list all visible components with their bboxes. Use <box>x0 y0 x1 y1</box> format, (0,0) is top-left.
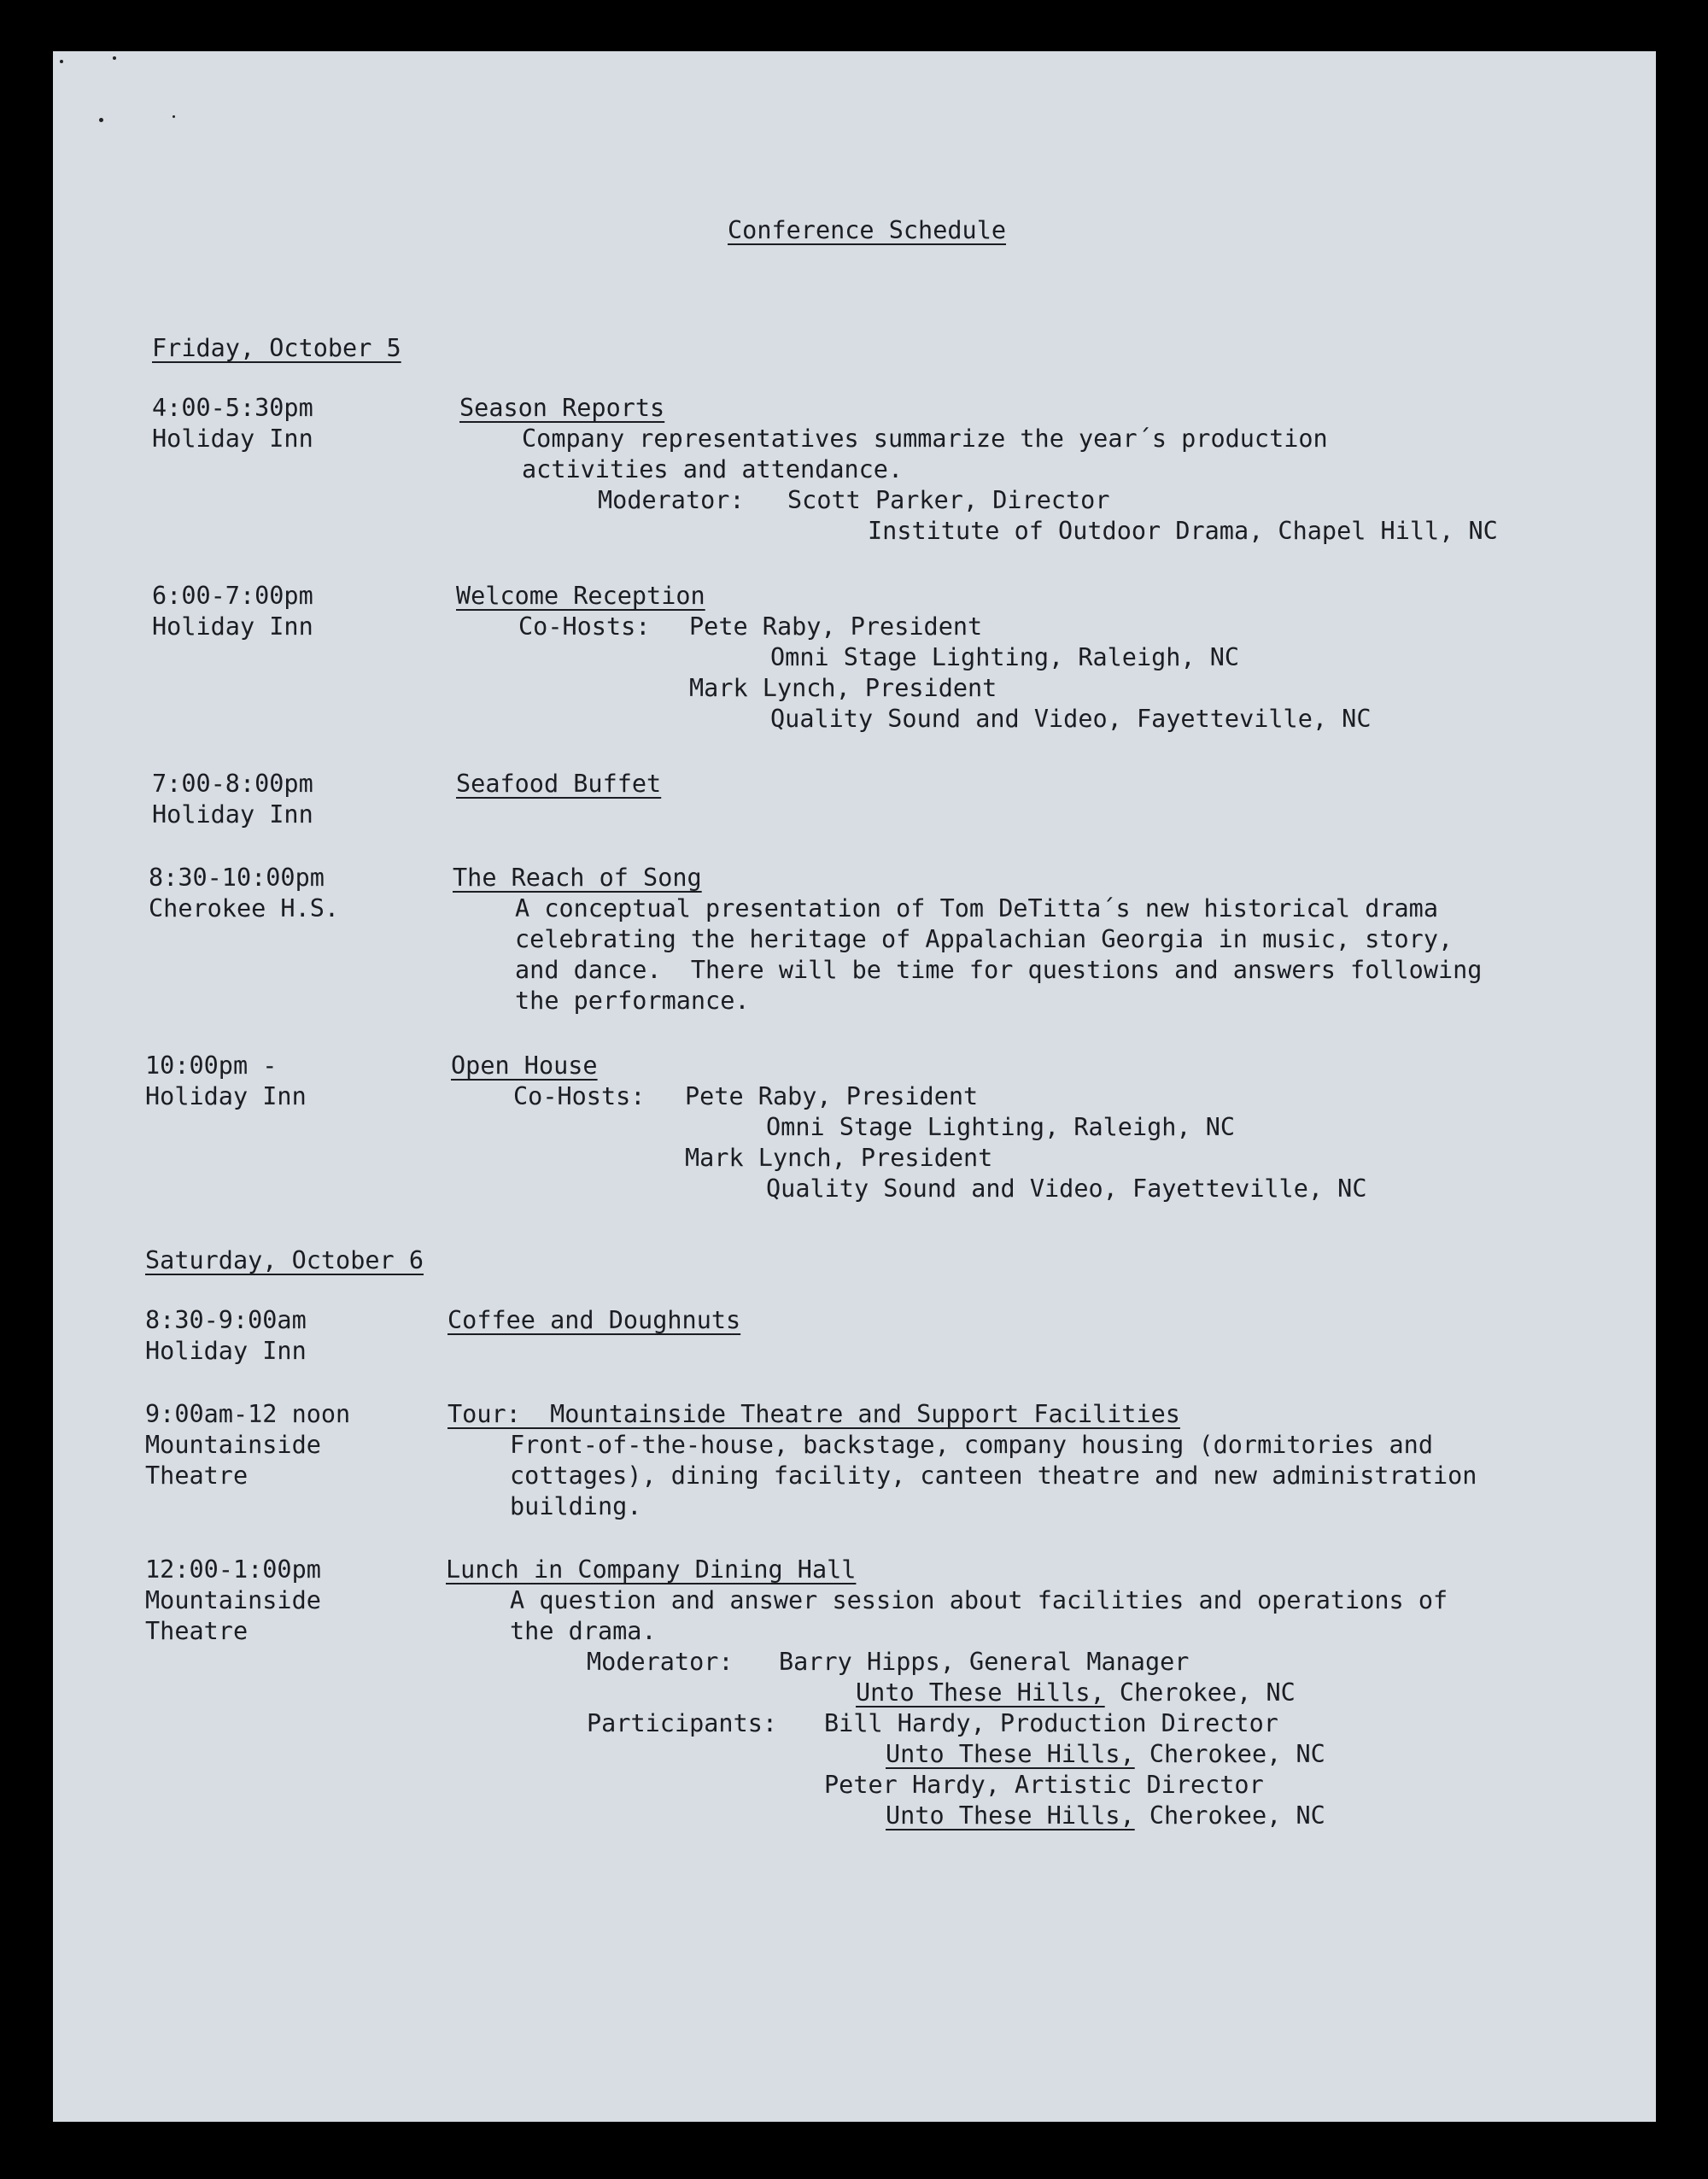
role-label: Co-Hosts: <box>513 1082 646 1110</box>
event-place: Holiday Inn <box>145 1337 307 1365</box>
person-org: Omni Stage Lighting, Raleigh, NC <box>766 1113 1236 1141</box>
drama-title: Unto These Hills, <box>886 1740 1135 1768</box>
event-desc: A question and answer session about facilities and operations of <box>510 1586 1448 1614</box>
day-heading: Saturday, October 6 <box>145 1246 424 1274</box>
event-place: Mountainside <box>145 1586 321 1614</box>
person-name: Mark Lynch, President <box>689 674 997 702</box>
event-place: Holiday Inn <box>152 612 313 641</box>
event-desc: Front-of-the-house, backstage, company housing (dormitories and <box>510 1431 1433 1459</box>
person-name: Mark Lynch, President <box>685 1144 993 1172</box>
person-name: Scott Parker, Director <box>787 486 1110 514</box>
event-desc: activities and attendance. <box>522 455 904 483</box>
event-place: Holiday Inn <box>145 1082 307 1110</box>
person-org-row <box>886 1801 1325 1831</box>
page-title: Conference Schedule <box>728 216 1007 244</box>
event-place: Mountainside <box>145 1431 321 1459</box>
event-time: 8:30-10:00pm <box>149 864 325 892</box>
person-name: Peter Hardy, Artistic Director <box>824 1771 1264 1799</box>
person-org-location: Cherokee, NC <box>1104 1678 1296 1707</box>
event-title: Season Reports <box>459 394 665 422</box>
role-label: Participants: <box>587 1709 778 1737</box>
drama-title: Unto These Hills, <box>856 1678 1105 1707</box>
event-title: Tour: Mountainside Theatre and Support Facilities <box>447 1400 1180 1428</box>
event-title: Coffee and Doughnuts <box>447 1306 741 1334</box>
event-place: Theatre <box>145 1617 249 1645</box>
event-place: Holiday Inn <box>152 425 313 453</box>
event-time: 9:00am-12 noon <box>145 1400 351 1428</box>
event-desc: and dance. There will be time for questions and answers following <box>515 956 1483 984</box>
drama-title: Unto These Hills, <box>886 1801 1135 1830</box>
person-org-location: Cherokee, NC <box>1134 1740 1325 1768</box>
event-time: 12:00-1:00pm <box>145 1555 321 1584</box>
role-label: Co-Hosts: <box>518 612 651 641</box>
event-time: 6:00-7:00pm <box>152 582 313 610</box>
event-desc: building. <box>510 1492 642 1520</box>
person-name: Barry Hipps, General Manager <box>779 1648 1190 1676</box>
role-label: Moderator: <box>598 486 745 514</box>
day-heading: Friday, October 5 <box>152 334 401 362</box>
event-desc: the drama. <box>510 1617 657 1645</box>
person-org: Institute of Outdoor Drama, Chapel Hill, NC <box>868 517 1498 545</box>
person-org: Quality Sound and Video, Fayetteville, NC <box>770 705 1372 733</box>
person-org: Omni Stage Lighting, Raleigh, NC <box>770 643 1240 671</box>
person-org-location: Cherokee, NC <box>1134 1801 1325 1830</box>
event-title: The Reach of Song <box>453 864 702 892</box>
event-time: 10:00pm - <box>145 1051 278 1080</box>
person-org-row <box>856 1678 1296 1708</box>
person-name: Pete Raby, President <box>685 1082 979 1110</box>
event-title: Lunch in Company Dining Hall <box>446 1555 857 1584</box>
event-title: Open House <box>451 1051 598 1080</box>
event-desc: celebrating the heritage of Appalachian Georgia in music, story, <box>515 925 1454 953</box>
person-name: Bill Hardy, Production Director <box>824 1709 1278 1737</box>
person-org: Quality Sound and Video, Fayetteville, NC <box>766 1174 1367 1203</box>
event-desc: cottages), dining facility, canteen theatre and new administration <box>510 1461 1477 1490</box>
person-org-row <box>886 1739 1325 1770</box>
event-title: Seafood Buffet <box>456 770 662 798</box>
event-desc: A conceptual presentation of Tom DeTitta´s new historical drama <box>515 894 1438 923</box>
event-time: 7:00-8:00pm <box>152 770 313 798</box>
role-label: Moderator: <box>587 1648 734 1676</box>
event-place: Cherokee H.S. <box>149 894 340 923</box>
event-place: Theatre <box>145 1461 249 1490</box>
event-title: Welcome Reception <box>456 582 705 610</box>
event-desc: Company representatives summarize the year´s production <box>522 425 1328 453</box>
event-place: Holiday Inn <box>152 800 313 829</box>
event-desc: the performance. <box>515 987 750 1015</box>
document-page <box>53 51 1656 2122</box>
event-time: 4:00-5:30pm <box>152 394 313 422</box>
event-time: 8:30-9:00am <box>145 1306 307 1334</box>
person-name: Pete Raby, President <box>689 612 983 641</box>
